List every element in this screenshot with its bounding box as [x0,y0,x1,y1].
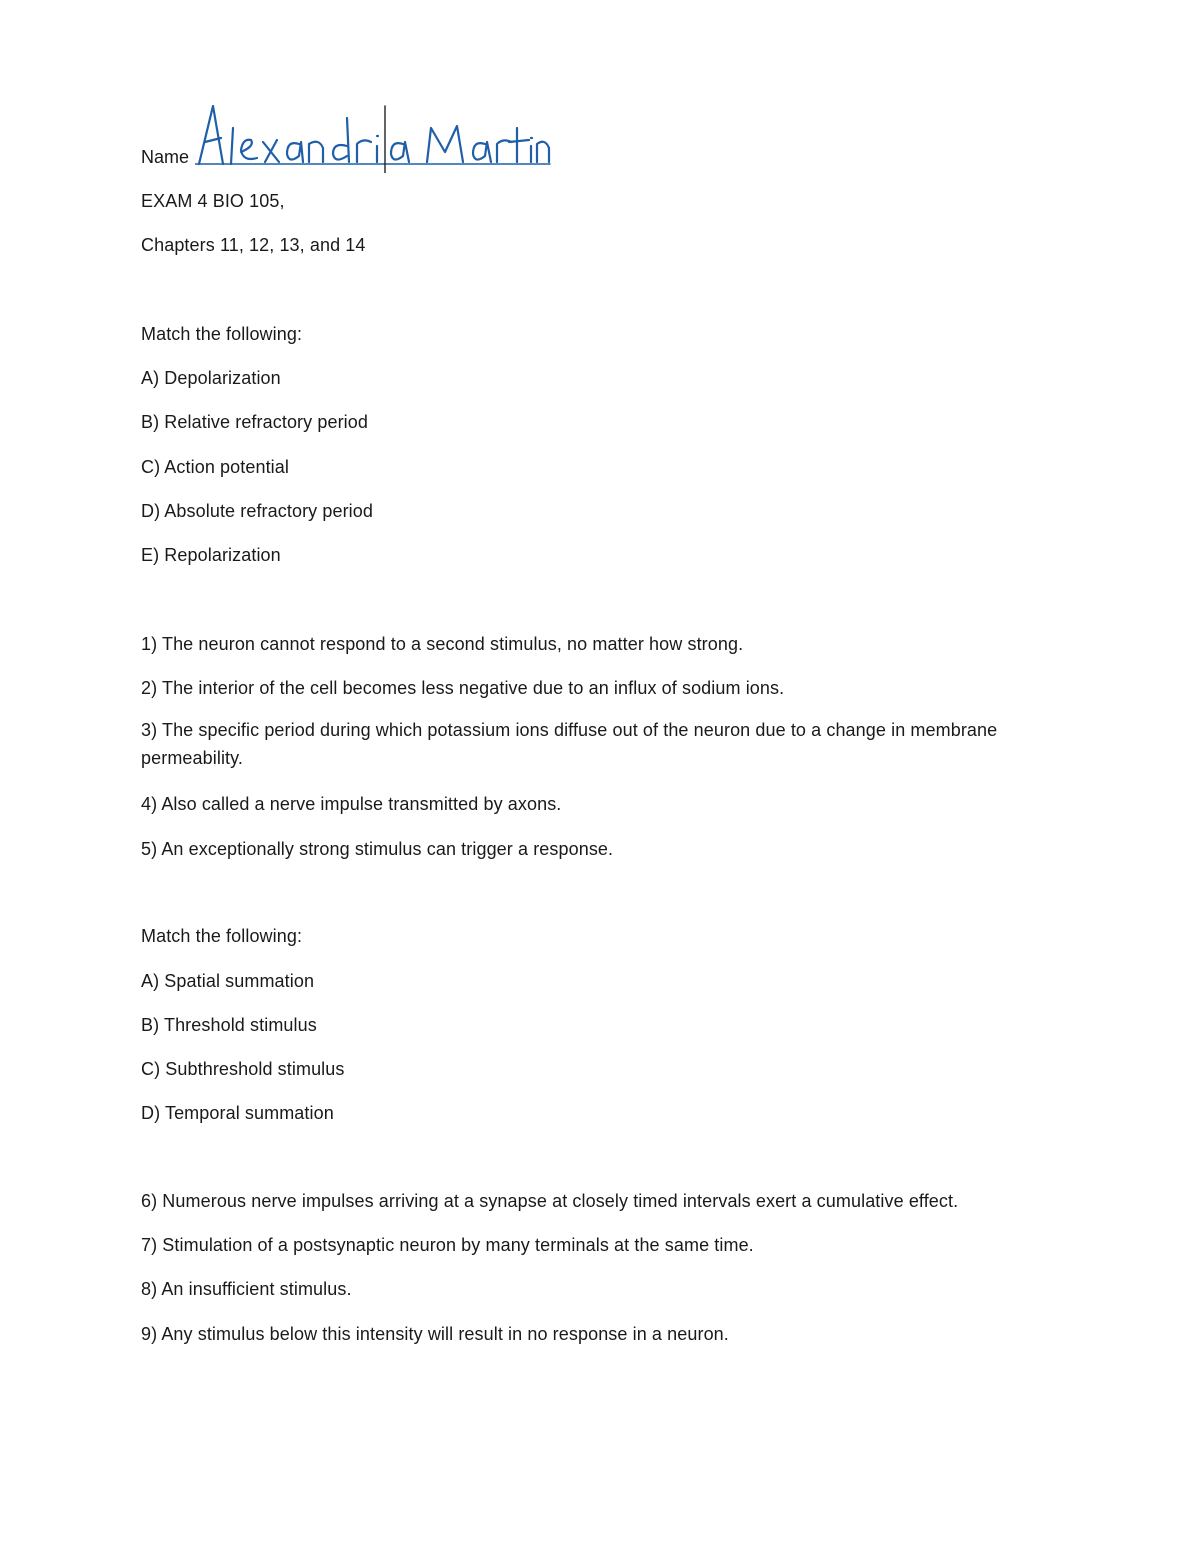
question-5: 5) An exceptionally strong stimulus can trigger a response. [141,839,614,859]
section1-instruction: Match the following: [141,324,303,344]
question-2: 2) The interior of the cell becomes less negative due to an influx of sodium ions. [141,678,785,698]
question-8: 8) An insufficient stimulus. [141,1279,352,1299]
signature-image [195,98,555,173]
chapters-line: Chapters 11, 12, 13, and 14 [141,235,366,255]
section2-option-a: A) Spatial summation [141,971,315,991]
name-label: Name [141,147,190,167]
question-7: 7) Stimulation of a postsynaptic neuron by many terminals at the same time. [141,1235,754,1255]
section2-option-c: C) Subthreshold stimulus [141,1059,345,1079]
question-4: 4) Also called a nerve impulse transmitted by axons. [141,794,562,814]
section1-option-a: A) Depolarization [141,368,281,388]
question-9: 9) Any stimulus below this intensity will result in no response in a neuron. [141,1324,729,1344]
section1-option-b: B) Relative refractory period [141,412,368,432]
section1-option-e: E) Repolarization [141,545,281,565]
exam-title: EXAM 4 BIO 105, [141,191,285,211]
question-3: 3) The specific period during which potassium ions diffuse out of the neuron due to a change in membrane permeability. [141,720,998,768]
question-6: 6) Numerous nerve impulses arriving at a synapse at closely timed intervals exert a cumulative effect. [141,1191,959,1211]
section2-instruction: Match the following: [141,926,303,946]
section1-option-c: C) Action potential [141,457,289,477]
section1-option-d: D) Absolute refractory period [141,501,374,521]
question-1: 1) The neuron cannot respond to a second stimulus, no matter how strong. [141,634,744,654]
section2-option-b: B) Threshold stimulus [141,1015,317,1035]
section2-option-d: D) Temporal summation [141,1103,334,1123]
